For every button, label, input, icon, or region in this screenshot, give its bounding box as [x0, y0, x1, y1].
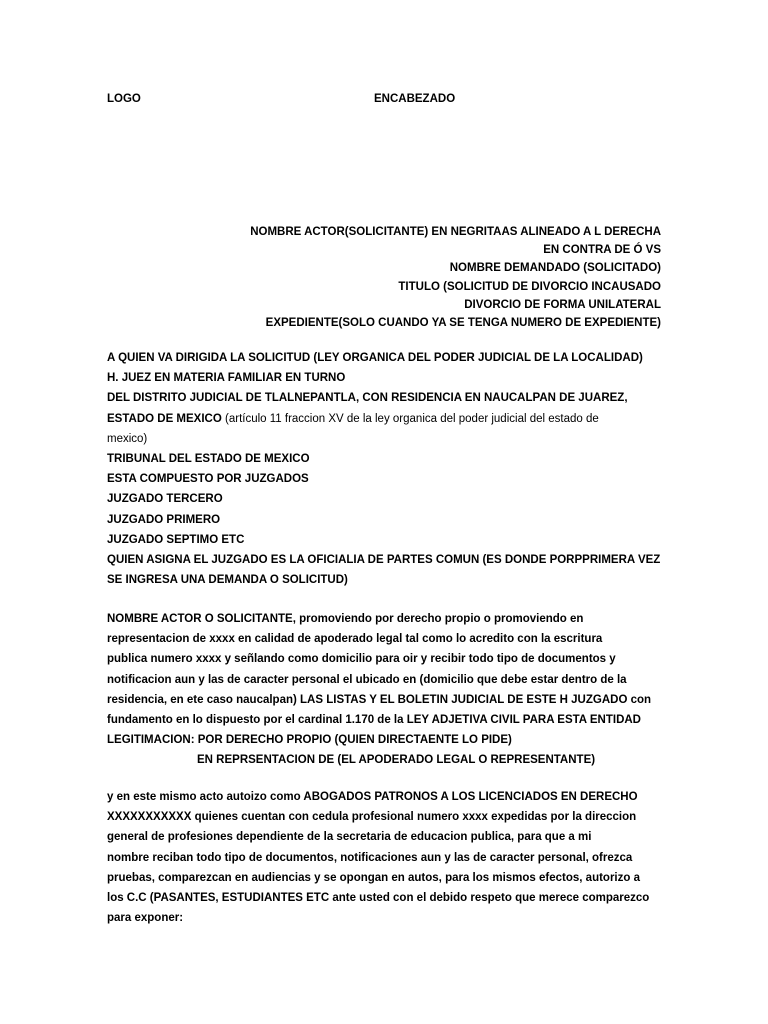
addressee-line [107, 409, 667, 429]
paragraph-line: para exponer: [107, 912, 184, 925]
paragraph-line: nombre reciban todo tipo de documentos, notificaciones aun y las de caracter personal, ofrezca [107, 851, 633, 864]
addressee-line: DEL DISTRITO JUDICIAL DE TLALNEPANTLA, CON RESIDENCIA EN NAUCALPAN DE JUAREZ, [107, 392, 628, 405]
addressee-line: JUZGADO SEPTIMO ETC [107, 533, 245, 546]
paragraph-line: los C.C (PASANTES, ESTUDIANTES ETC ante usted con el debido respeto que merece comparezco [107, 892, 650, 905]
paragraph-line: LEGITIMACION: POR DERECHO PROPIO (QUIEN DIRECTAENTE LO PIDE) [107, 734, 512, 747]
caption-defendant: NOMBRE DEMANDADO (SOLICITADO) [449, 262, 661, 275]
addressee-line: SE INGRESA UNA DEMANDA O SOLICITUD) [107, 574, 348, 587]
logo-placeholder: LOGO [107, 93, 141, 105]
addressee-block [107, 348, 667, 590]
addressee-line: A QUIEN VA DIRIGIDA LA SOLICITUD (LEY ORGANICA DEL PODER JUDICIAL DE LA LOCALIDAD) [107, 352, 643, 364]
paragraph-line: general de profesiones dependiente de la secretaria de educacion publica, para que a mi [107, 831, 592, 844]
paragraph-line: residencia, en ete caso naucalpan) LAS LISTAS Y EL BOLETIN JUDICIAL DE ESTE H JUZGADO con [107, 693, 652, 706]
case-caption [200, 223, 661, 332]
paragraph-line: NOMBRE ACTOR O SOLICITANTE, promoviendo por derecho propio o promoviendo en [107, 613, 584, 625]
addressee-line: H. JUEZ EN MATERIA FAMILIAR EN TURNO [107, 372, 346, 385]
paragraph-line: notificacion aun y las de caracter personal el ubicado en (domicilio que debe estar dentro de la [107, 673, 627, 686]
actor-paragraph [107, 609, 667, 771]
addressee-line: QUIEN ASIGNA EL JUZGADO ES LA OFICIALIA DE PARTES COMUN (ES DONDE PORPPRIMERA VEZ [107, 554, 661, 567]
header-placeholder: ENCABEZADO [374, 93, 456, 105]
paragraph-line: fundamento en lo dispuesto por el cardinal 1.170 de la LEY ADJETIVA CIVIL PARA ESTA ENTIDAD [107, 714, 641, 727]
addressee-line: JUZGADO PRIMERO [107, 513, 221, 526]
addressee-line: JUZGADO TERCERO [107, 493, 223, 506]
caption-actor: NOMBRE ACTOR(SOLICITANTE) EN NEGRITAAS ALINEADO A L DERECHA [250, 226, 661, 238]
caption-title: TITULO (SOLICITUD DE DIVORCIO INCAUSADO [398, 280, 661, 293]
paragraph-line: EN REPRSENTACION DE (EL APODERADO LEGAL O REPRESENTANTE) [197, 754, 596, 767]
paragraph-line: pruebas, comparezcan en audiencias y se opongan en autos, para los mismos efectos, autorizo a [107, 871, 640, 884]
addressee-state: ESTADO DE MEXICO [107, 412, 222, 425]
page-header [107, 93, 667, 111]
lawyers-paragraph [107, 787, 667, 928]
paragraph-line: XXXXXXXXXXX quienes cuentan con cedula profesional numero xxxx expedidas por la direccion [107, 811, 637, 824]
addressee-legal-reference: (artículo 11 fraccion XV de la ley organica del poder judicial del estado de [221, 412, 599, 425]
paragraph-line: y en este mismo acto autoizo como ABOGADOS PATRONOS A LOS LICENCIADOS EN DERECHO [107, 791, 638, 803]
paragraph-line: representacion de xxxx en calidad de apoderado legal tal como lo acredito con la escritura [107, 633, 603, 646]
caption-subtitle: DIVORCIO DE FORMA UNILATERAL [464, 298, 661, 311]
addressee-line: TRIBUNAL DEL ESTADO DE MEXICO [107, 453, 310, 466]
caption-versus: EN CONTRA DE Ó VS [543, 244, 661, 257]
caption-case-number: EXPEDIENTE(SOLO CUANDO YA SE TENGA NUMERO DE EXPEDIENTE) [265, 317, 661, 330]
addressee-line: mexico) [107, 432, 148, 445]
addressee-line: ESTA COMPUESTO POR JUZGADOS [107, 473, 309, 486]
paragraph-line: publica numero xxxx y señlando como domicilio para oir y recibir todo tipo de documentos y [107, 653, 616, 666]
